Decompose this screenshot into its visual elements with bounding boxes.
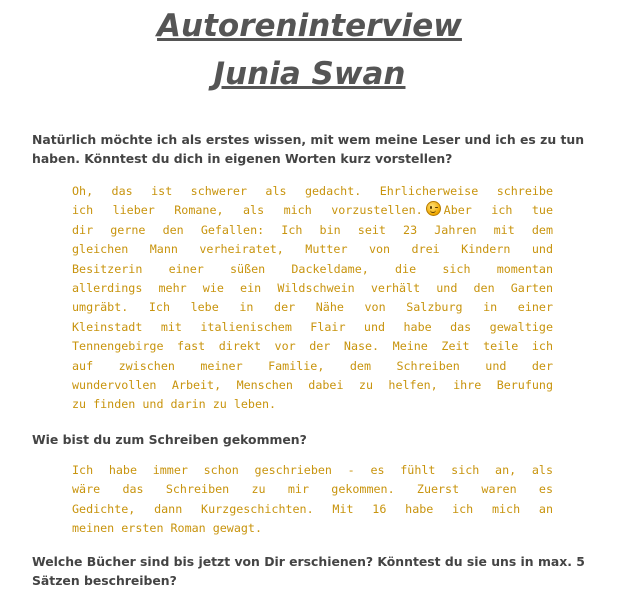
smiley-icon	[426, 201, 441, 216]
answer-line-part: Aber ich tue	[443, 203, 553, 218]
answer-line: Kleinstadt mit italienischem Flair und habe das gewaltige	[72, 319, 553, 334]
answer-line: Besitzerin einer süßen Dackeldame, die sich momentan	[72, 261, 553, 276]
answer-2	[72, 461, 553, 539]
answer-line: meinen ersten Roman gewagt.	[72, 521, 262, 536]
answer-line: Gedichte, dann Kurzgeschichten. Mit 16 habe ich mich an	[72, 501, 553, 516]
answer-line: wundervollen Arbeit, Menschen dabei zu helfen, ihre Berufung	[72, 377, 553, 392]
answer-line: Tennengebirge fast direkt vor der Nase. Meine Zeit teile ich	[72, 339, 553, 354]
answer-line-with-emoji	[72, 201, 553, 220]
answer-line: umgräbt. Ich lebe in der Nähe von Salzburg in einer	[72, 300, 553, 315]
answer-line: Ich habe immer schon geschrieben - es fühlt sich an, als	[72, 463, 553, 477]
answer-line: Oh, das ist schwerer als gedacht. Ehrlicherweise schreibe	[72, 184, 553, 198]
page-title: Autoreninterview	[157, 8, 462, 44]
answer-1	[72, 182, 553, 415]
answer-line: dir gerne den Gefallen: Ich bin seit 23 Jahren mit dem	[72, 222, 553, 237]
answer-line: auf zwischen meiner Familie, dem Schreiben und der	[72, 358, 553, 373]
answer-line: wäre das Schreiben zu mir gekommen. Zuerst waren es	[72, 482, 553, 497]
answer-line: gleichen Mann verheiratet, Mutter von drei Kindern und	[72, 242, 553, 257]
answer-line-part: ich lieber Romane, als mich vorzustellen.	[72, 203, 423, 218]
page-subtitle: Junia Swan	[213, 56, 406, 92]
question-1: Natürlich möchte ich als erstes wissen, mit wem meine Leser und ich es zu tun haben. Könntest du dich in eigenen Worten kurz vorstellen?	[32, 132, 585, 166]
question-3: Welche Bücher sind bis jetzt von Dir erschienen? Könntest du sie uns in max. 5 Sätzen beschreiben?	[32, 554, 585, 588]
answer-line: zu finden und darin zu leben.	[72, 397, 277, 412]
answer-line: allerdings mehr wie ein Wildschwein verhält und den Garten	[72, 280, 553, 295]
question-2: Wie bist du zum Schreiben gekommen?	[32, 432, 307, 447]
